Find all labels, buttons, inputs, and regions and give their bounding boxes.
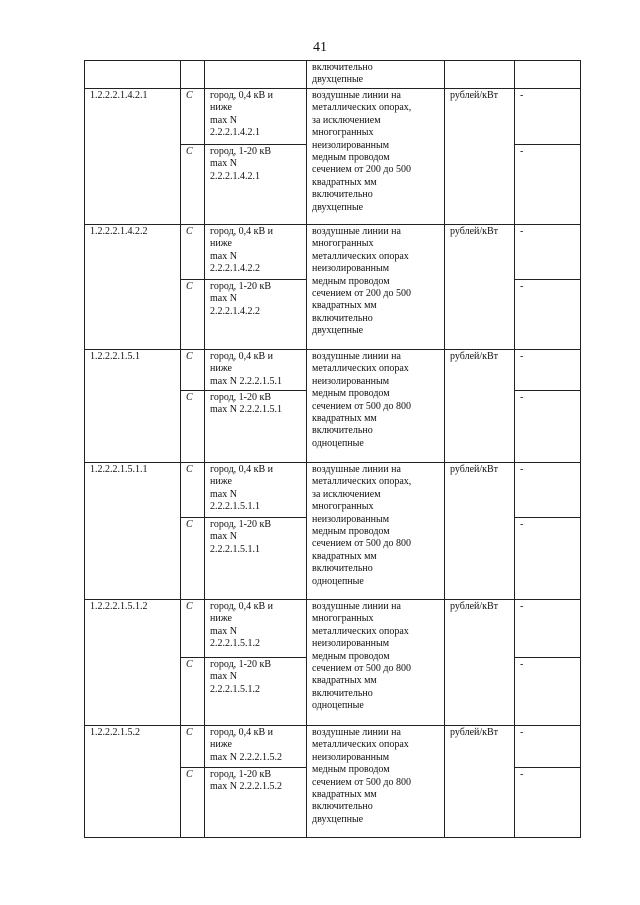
description-cell: воздушные линии на металлических опорах неизолированным медным проводом сечением от 500 до 800 квадратных мм включительно двухцепные xyxy=(307,726,445,838)
page-number: 41 xyxy=(313,40,327,55)
category-cell: С xyxy=(181,600,205,658)
category-cell: С xyxy=(181,225,205,280)
value-cell: - xyxy=(515,600,581,658)
code-cell: 1.2.2.2.1.4.2.1 xyxy=(85,89,181,225)
code-cell: 1.2.2.2.1.4.2.2 xyxy=(85,225,181,350)
category-cell xyxy=(181,61,205,89)
description-cell: воздушные линии на металлических опорах, за исключением многогранных неизолированным медным проводом сечением от 500 до 800 квадратных мм включительно одноцепные xyxy=(307,463,445,600)
category-cell: С xyxy=(181,145,205,225)
condition-cell: город, 1-20 кВ max N 2.2.2.1.5.1 xyxy=(205,391,307,463)
condition-cell: город, 0,4 кВ и ниже max N 2.2.2.1.5.1.2 xyxy=(205,600,307,658)
unit-cell: рублей/кВт xyxy=(445,463,515,600)
unit-cell: рублей/кВт xyxy=(445,600,515,726)
description-cell: воздушные линии на металлических опорах неизолированным медным проводом сечением от 500 до 800 квадратных мм включительно одноцепные xyxy=(307,350,445,463)
condition-cell xyxy=(205,61,307,89)
tariff-table xyxy=(84,60,581,838)
value-cell: - xyxy=(515,89,581,145)
condition-cell: город, 0,4 кВ и ниже max N 2.2.2.1.4.2.2 xyxy=(205,225,307,280)
value-cell: - xyxy=(515,350,581,391)
unit-cell: рублей/кВт xyxy=(445,350,515,463)
condition-cell: город, 0,4 кВ и ниже max N 2.2.2.1.5.1.1 xyxy=(205,463,307,518)
value-cell: - xyxy=(515,768,581,838)
value-cell: - xyxy=(515,145,581,225)
value-cell: - xyxy=(515,280,581,350)
code-cell: 1.2.2.2.1.5.1.1 xyxy=(85,463,181,600)
code-cell: 1.2.2.2.1.5.2 xyxy=(85,726,181,838)
condition-cell: город, 1-20 кВ max N 2.2.2.1.4.2.2 xyxy=(205,280,307,350)
value-cell: - xyxy=(515,225,581,280)
code-cell: 1.2.2.2.1.5.1 xyxy=(85,350,181,463)
value-cell xyxy=(515,61,581,89)
value-cell: - xyxy=(515,518,581,600)
value-cell: - xyxy=(515,658,581,726)
category-cell: С xyxy=(181,658,205,726)
value-cell: - xyxy=(515,391,581,463)
table-row xyxy=(85,726,581,768)
table-row xyxy=(85,225,581,280)
table-row xyxy=(85,61,581,89)
unit-cell: рублей/кВт xyxy=(445,726,515,838)
value-cell: - xyxy=(515,463,581,518)
category-cell: С xyxy=(181,768,205,838)
description-cell: воздушные линии на металлических опорах, за исключением многогранных неизолированным медным проводом сечением от 200 до 500 квадратных мм включительно двухцепные xyxy=(307,89,445,225)
unit-cell: рублей/кВт xyxy=(445,89,515,225)
description-cell: включительно двухцепные xyxy=(307,61,445,89)
value-cell: - xyxy=(515,726,581,768)
table-row xyxy=(85,600,581,658)
description-cell: воздушные линии на многогранных металлических опорах неизолированным медным проводом сечением от 500 до 800 квадратных мм включительно одноцепные xyxy=(307,600,445,726)
table-row xyxy=(85,463,581,518)
code-cell: 1.2.2.2.1.5.1.2 xyxy=(85,600,181,726)
table-row xyxy=(85,350,581,391)
table-row xyxy=(85,89,581,145)
category-cell: С xyxy=(181,726,205,768)
category-cell: С xyxy=(181,280,205,350)
category-cell: С xyxy=(181,350,205,391)
condition-cell: город, 1-20 кВ max N 2.2.2.1.4.2.1 xyxy=(205,145,307,225)
code-cell xyxy=(85,61,181,89)
condition-cell: город, 1-20 кВ max N 2.2.2.1.5.2 xyxy=(205,768,307,838)
description-cell: воздушные линии на многогранных металлических опорах неизолированным медным проводом сечением от 200 до 500 квадратных мм включительно двухцепные xyxy=(307,225,445,350)
category-cell: С xyxy=(181,463,205,518)
condition-cell: город, 0,4 кВ и ниже max N 2.2.2.1.5.1 xyxy=(205,350,307,391)
category-cell: С xyxy=(181,89,205,145)
condition-cell: город, 0,4 кВ и ниже max N 2.2.2.1.4.2.1 xyxy=(205,89,307,145)
condition-cell: город, 0,4 кВ и ниже max N 2.2.2.1.5.2 xyxy=(205,726,307,768)
condition-cell: город, 1-20 кВ max N 2.2.2.1.5.1.2 xyxy=(205,658,307,726)
condition-cell: город, 1-20 кВ max N 2.2.2.1.5.1.1 xyxy=(205,518,307,600)
unit-cell: рублей/кВт xyxy=(445,225,515,350)
unit-cell xyxy=(445,61,515,89)
category-cell: С xyxy=(181,391,205,463)
category-cell: С xyxy=(181,518,205,600)
